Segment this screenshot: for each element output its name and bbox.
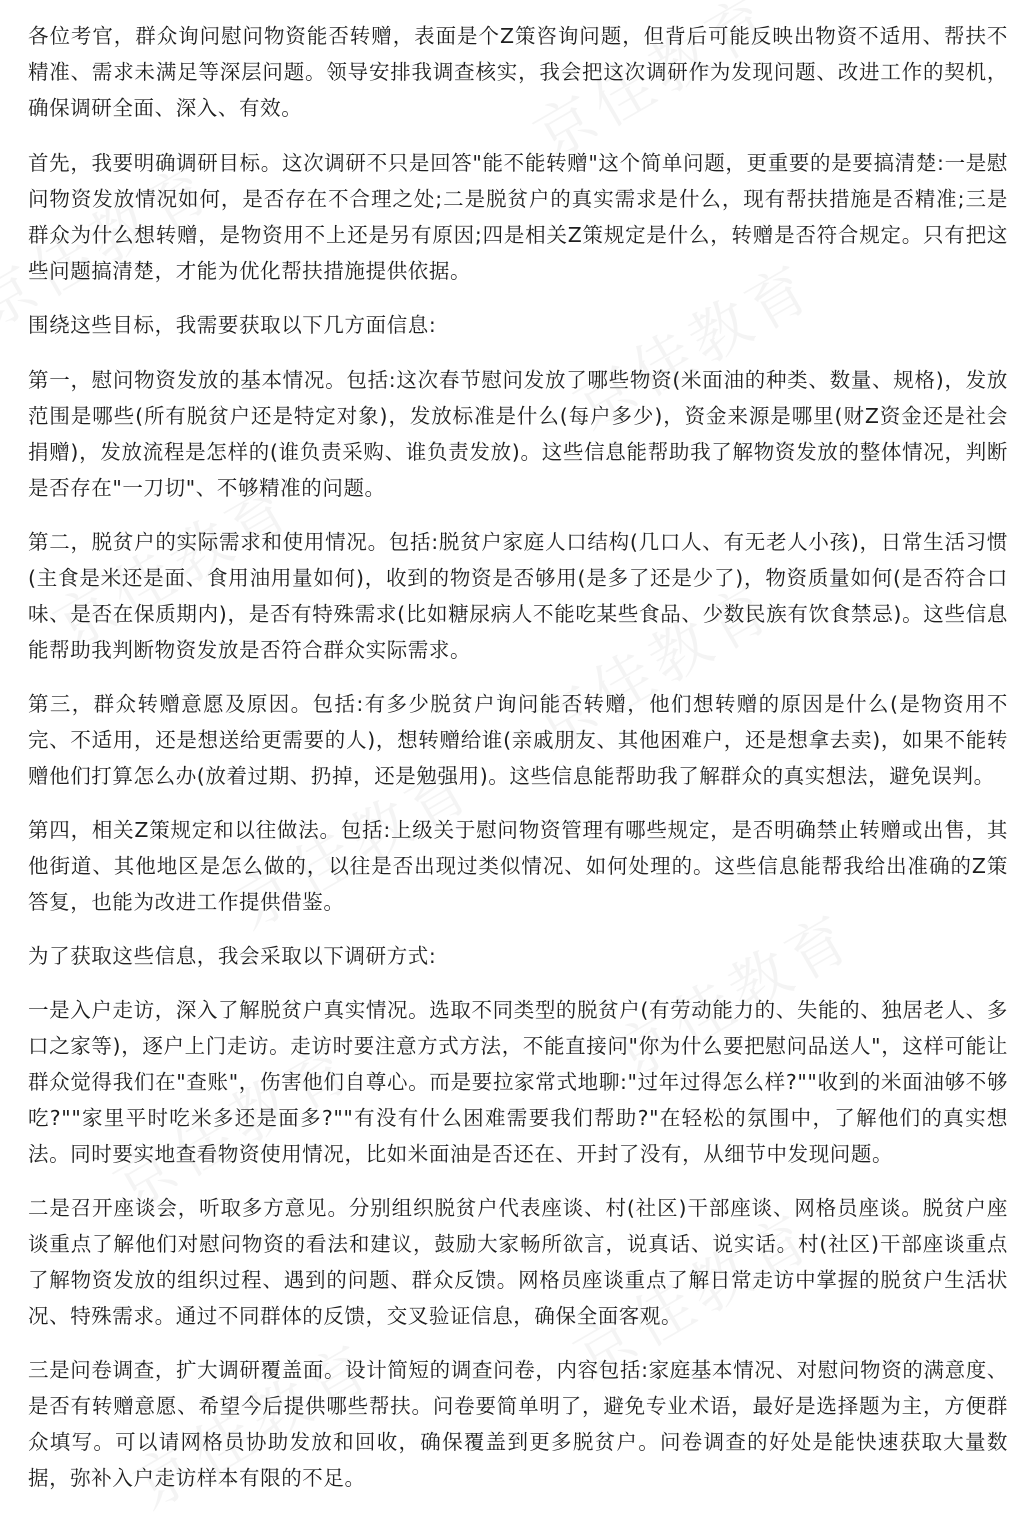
paragraph-intro: 各位考官，群众询问慰问物资能否转赠，表面是个Z策咨询问题，但背后可能反映出物资不适用、帮扶不精准、需求未满足等深层问题。领导安排我调查核实，我会把这次调研作为发现问题、改进工作的契机，确保调研全面、深入、有效。 xyxy=(28,24,1008,120)
paragraph-method-survey: 三是问卷调查，扩大调研覆盖面。设计简短的调查问卷，内容包括:家庭基本情况、对慰问物资的满意度、是否有转赠意愿、希望今后提供哪些帮扶。问卷要简单明了，避免专业术语，最好是选择题为主，方便群众填写。可以请网格员协助发放和回收，确保覆盖到更多脱贫户。问卷调查的好处是能快速获取大量数据，弥补入户走访样本有限的不足。 xyxy=(28,1358,1008,1490)
paragraph-research-goals: 首先，我要明确调研目标。这次调研不只是回答"能不能转赠"这个简单问题，更重要的是要搞清楚:一是慰问物资发放情况如何，是否存在不合理之处;二是脱贫户的真实需求是什么，现有帮扶措施是否精准;三是群众为什么想转赠，是物资用不上还是另有原因;四是相关Z策规定是什么，转赠是否符合规定。只有把这些问题搞清楚，才能为优化帮扶措施提供依据。 xyxy=(28,151,1008,283)
paragraph-info-first: 第一，慰问物资发放的基本情况。包括:这次春节慰问发放了哪些物资(米面油的种类、数量、规格)，发放范围是哪些(所有脱贫户还是特定对象)，发放标准是什么(每户多少)，资金来源是哪里(财Z资金还是社会捐赠)，发放流程是怎样的(谁负责采购、谁负责发放)。这些信息能帮助我了解物资发放的整体情况，判断是否存在"一刀切"、不够精准的问题。 xyxy=(28,368,1008,500)
paragraph-method-visits: 一是入户走访，深入了解脱贫户真实情况。选取不同类型的脱贫户(有劳动能力的、失能的、独居老人、多口之家等)，逐户上门走访。走访时要注意方式方法，不能直接问"你为什么要把慰问品送人"，这样可能让群众觉得我们在"查账"，伤害他们自尊心。而是要拉家常式地聊:"过年过得怎么样?""收到的米面油够不够吃?""家里平时吃米多还是面多?""有没有什么困难需要我们帮助?"在轻松的氛围中，了解他们的真实想法。同时要实地查看物资使用情况，比如米面油是否还在、开封了没有，从细节中发现问题。 xyxy=(28,998,1008,1166)
paragraph-info-third: 第三，群众转赠意愿及原因。包括:有多少脱贫户询问能否转赠，他们想转赠的原因是什么(是物资用不完、不适用，还是想送给更需要的人)，想转赠给谁(亲戚朋友、其他困难户，还是想拿去卖)，如果不能转赠他们打算怎么办(放着过期、扔掉，还是勉强用)。这些信息能帮助我了解群众的真实想法，避免误判。 xyxy=(28,692,1008,788)
document-page xyxy=(28,0,1008,1507)
paragraph-info-second: 第二，脱贫户的实际需求和使用情况。包括:脱贫户家庭人口结构(几口人、有无老人小孩)，日常生活习惯(主食是米还是面、食用油用量如何)，收到的物资是否够用(是多了还是少了)，物资质量如何(是否符合口味、是否在保质期内)，是否有特殊需求(比如糖尿病人不能吃某些食品、少数民族有饮食禁忌)。这些信息能帮助我判断物资发放是否符合群众实际需求。 xyxy=(28,530,1008,662)
paragraph-info-fourth: 第四，相关Z策规定和以往做法。包括:上级关于慰问物资管理有哪些规定，是否明确禁止转赠或出售，其他街道、其他地区是怎么做的，以往是否出现过类似情况、如何处理的。这些信息能帮我给出准确的Z策答复，也能为改进工作提供借鉴。 xyxy=(28,818,1008,914)
paragraph-method-symposium: 二是召开座谈会，听取多方意见。分别组织脱贫户代表座谈、村(社区)干部座谈、网格员座谈。脱贫户座谈重点了解他们对慰问物资的看法和建议，鼓励大家畅所欲言，说真话、说实话。村(社区)干部座谈重点了解物资发放的组织过程、遇到的问题、群众反馈。网格员座谈重点了解日常走访中掌握的脱贫户生活状况、特殊需求。通过不同群体的反馈，交叉验证信息，确保全面客观。 xyxy=(28,1196,1008,1328)
paragraph-methods-lead: 为了获取这些信息，我会采取以下调研方式: xyxy=(28,944,437,968)
paragraph-info-lead: 围绕这些目标，我需要获取以下几方面信息: xyxy=(28,313,437,337)
